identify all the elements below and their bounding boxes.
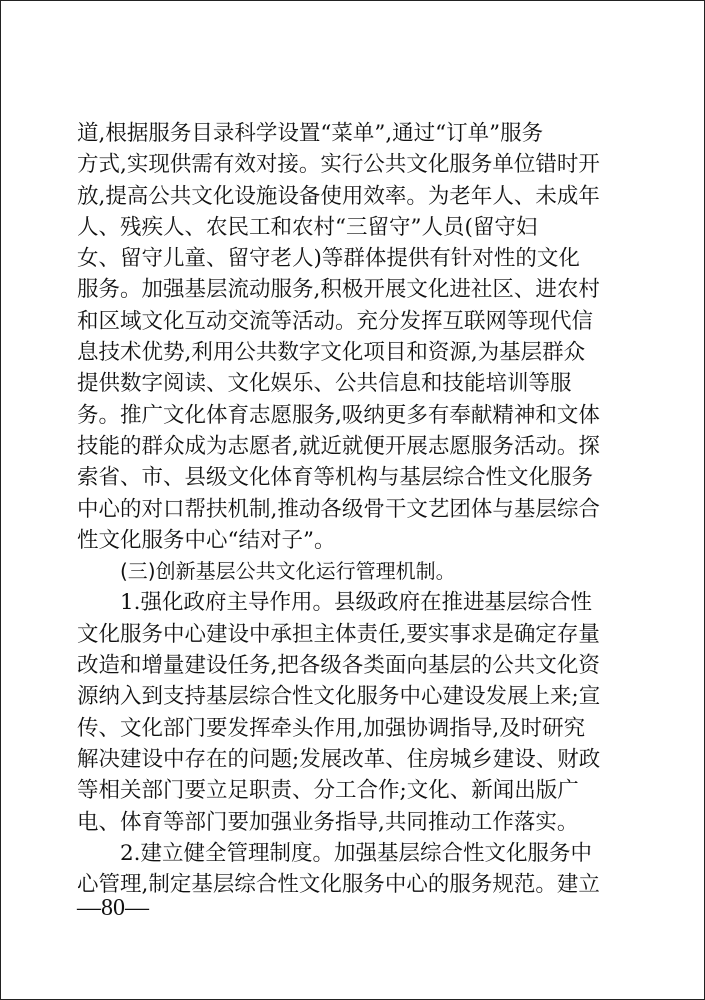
text-line-11: 技能的群众成为志愿者,就近就便开展志愿服务活动。探 (77, 433, 600, 459)
text-line-22: 等相关部门要立足职责、分工合作;文化、新闻出版广 (77, 778, 579, 804)
text-line-17: 文化服务中心建设中承担主体责任,要实事求是确定存量 (77, 621, 600, 647)
text-line-21: 解决建设中存在的问题;发展改革、住房城乡建设、财政 (77, 746, 601, 772)
text-line-3: 放,提高公共文化设施设备使用效率。为老年人、未成年 (77, 183, 600, 209)
text-line-14: 性文化服务中心“结对子”。 (77, 527, 336, 553)
text-line-4: 人、残疾人、农民工和农村“三留守”人员(留守妇 (77, 214, 538, 240)
text-line-7: 和区域文化互动交流等活动。充分发挥互联网等现代信 (77, 308, 594, 334)
text-line-25: 心管理,制定基层综合性文化服务中心的服务规范。建立 (77, 872, 600, 898)
body-text (77, 118, 633, 900)
text-line-5: 女、留守儿童、留守老人)等群体提供有针对性的文化 (77, 246, 580, 272)
text-line-18: 改造和增量建设任务,把各级各类面向基层的公共文化资 (77, 653, 600, 679)
text-line-1: 道,根据服务目录科学设置“菜单”,通过“订单”服务 (77, 121, 544, 146)
text-line-6: 服务。加强基层流动服务,积极开展文化进社区、进农村 (77, 277, 600, 303)
text-line-10: 务。推广文化体育志愿服务,吸纳更多有奉献精神和文体 (77, 402, 600, 428)
text-line-13: 中心的对口帮扶机制,推动各级骨干文艺团体与基层综合 (77, 496, 600, 522)
section-heading: (三)创新基层公共文化运行管理机制。 (120, 559, 456, 584)
page-number: —80— (77, 895, 149, 921)
text-line-2: 方式,实现供需有效对接。实行公共文化服务单位错时开 (77, 152, 600, 178)
text-line-8: 息技术优势,利用公共数字文化项目和资源,为基层群众 (77, 340, 586, 366)
text-line-23: 电、体育等部门要加强业务指导,共同推动工作落实。 (77, 809, 579, 835)
text-line-19: 源纳入到支持基层综合性文化服务中心建设发展上来;宣 (77, 684, 601, 710)
text-line-12: 索省、市、县级文化体育等机构与基层综合性文化服务 (77, 465, 594, 491)
text-line-9: 提供数字阅读、文化娱乐、公共信息和技能培训等服 (77, 371, 572, 397)
text-line-16: 1.强化政府主导作用。县级政府在推进基层综合性 (120, 590, 593, 616)
text-line-20: 传、文化部门要发挥牵头作用,加强协调指导,及时研究 (77, 715, 586, 741)
text-line-24: 2.建立健全管理制度。加强基层综合性文化服务中 (120, 840, 593, 866)
